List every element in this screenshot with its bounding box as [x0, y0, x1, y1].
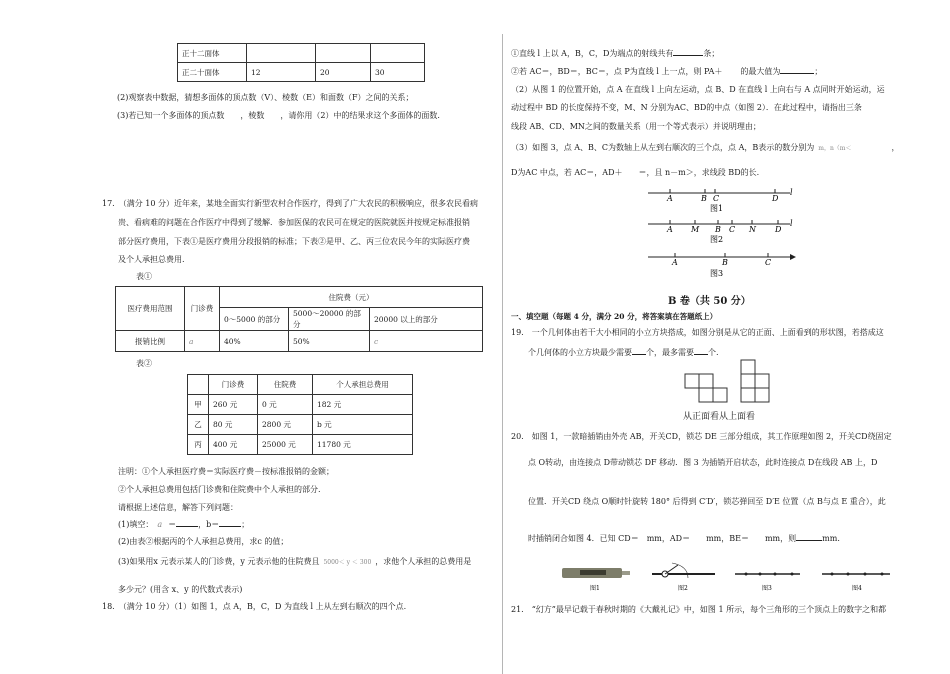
note-2: ②个人承担总费用包括门诊费和住院费中个人承担的部分. [118, 485, 321, 494]
subheader: 20000 以上的部分 [370, 308, 483, 331]
table-cell: 20 [316, 63, 371, 82]
q17-part1: (1)填空： a ＝ ，b＝ ； [118, 520, 250, 529]
table-cell: 30 [371, 63, 425, 82]
latch-figures [560, 560, 900, 594]
table-header: 个人承担总费用 [313, 375, 413, 395]
q17-part1-label: (1)填空： [118, 520, 154, 529]
q19-line2 [528, 346, 719, 358]
svg-text:B: B [715, 225, 721, 234]
svg-text:l: l [790, 219, 793, 228]
table-cell: 80 元 [209, 415, 258, 435]
svg-text:M: M [691, 225, 700, 234]
subheader: 0～5000 的部分 [220, 308, 289, 331]
q16-part3-a: (3)若已知一个多面体的顶点数 [117, 111, 225, 120]
svg-text:l: l [790, 188, 793, 197]
q18-r4: 动过程中 BD 的长度保持不变，M、N 分别为AC、BD的中点（如图 2）．在此过程中，请指出三条 [511, 103, 862, 112]
table1-caption: 表① [136, 272, 152, 281]
table-cell: 2800 元 [258, 415, 313, 435]
reimbursement-table [115, 286, 483, 352]
table-cell: 260 元 [209, 395, 258, 415]
q18-r1-b: 条； [703, 49, 720, 58]
table-cell [247, 44, 316, 63]
figure-1 [648, 188, 793, 213]
ratio-a: a [185, 331, 220, 352]
q18-r3: （2）从图 1 的位置开始，点 A 在直线 l 上向左运动，点 B、D 在直线 l 上向右与 A 点同时开始运动，运 [511, 85, 885, 94]
table2-caption: 表② [136, 359, 152, 368]
subheader: 5000～20000 的部分 [289, 308, 370, 331]
ratio-label: 报销比例 [116, 331, 185, 352]
part1-heading: 一、填空题（每题 4 分，满分 20 分，将答案填在答题纸上） [511, 312, 718, 321]
q17-line4: 及个人承担总费用. [118, 255, 185, 264]
answer-blank[interactable] [780, 65, 814, 74]
q18-r6-b: m，n（m＜ [818, 145, 852, 152]
answer-blank[interactable] [219, 518, 241, 527]
q16-part2: (2)观察表中数据，猜想多面体的顶点数（V）、棱数（E）和面数（F）之间的关系； [117, 93, 414, 102]
svg-text:C: C [713, 194, 720, 203]
svg-text:A: A [672, 258, 678, 267]
q17-var-b: ，b＝ [198, 520, 220, 529]
q18-r1 [511, 47, 719, 59]
table-header: 门诊费 [209, 375, 258, 395]
q18-r2: ②若 AC＝，BD＝，BC＝，点 P为直线 l 上一点，则 PA＋ 的最大值为 ； [511, 67, 823, 76]
svg-text:A: A [667, 225, 673, 234]
table-cell: b 元 [313, 415, 413, 435]
q17-part3 [118, 556, 471, 567]
table-cell: 正二十面体 [178, 63, 247, 82]
answer-blank[interactable] [673, 47, 703, 56]
q16-part3-b: ，棱数 [240, 111, 265, 120]
prompt: 请根据上述信息，解答下列问题： [118, 503, 238, 512]
header-hospital: 住院费（元） [220, 287, 483, 308]
q20-line4 [528, 532, 840, 544]
q18-r7: D为AC 中点，若 AC＝，AD＋ ＝，且 n－m＞，求线段 BD的长. [511, 168, 760, 177]
figure-3-label: 图3 [710, 269, 724, 278]
ratio-cell: 40% [220, 331, 289, 352]
table-cell: 400 元 [209, 435, 258, 455]
table-cell [188, 375, 209, 395]
answer-blank[interactable] [176, 518, 198, 527]
q17-line3: 部分医疗费用，下表①是医疗费用分段报销的标准；下表②是甲、乙、丙三位农民今年的实际医疗费 [118, 237, 470, 246]
q16-part3 [117, 110, 440, 121]
svg-text:C: C [765, 258, 772, 267]
svg-text:B: B [701, 194, 707, 203]
pic-label: 图1 [590, 585, 600, 592]
latch-figure-4 [822, 573, 890, 593]
pic-label: 图4 [852, 585, 862, 592]
header-clinic: 门诊费 [185, 287, 220, 331]
table-header: 住院费 [258, 375, 313, 395]
table-cell: 11780 元 [313, 435, 413, 455]
q17-part2: (2)由表②根据丙的个人承担总费用，求c 的值； [118, 537, 289, 546]
ratio-c: c [370, 331, 483, 352]
q18-r6 [511, 142, 900, 153]
svg-text:N: N [749, 225, 756, 234]
table-cell [371, 44, 425, 63]
q18-r6-c: ， [891, 143, 900, 152]
q19-line1: 19. 一个几何体由若干大小相同的小立方块搭成，如图分别是从它的正面、上面看到的形状图，若搭成这 [511, 328, 884, 337]
q18-r6-a: （3）如图 3，点 A、B、C为数轴上从左到右顺次的三个点，点 A，B表示的数分别为 [511, 143, 815, 152]
answer-blank[interactable] [694, 346, 708, 355]
q16-part3-c: ，请你用（2）中的结果求这个多面体的面数. [280, 111, 440, 120]
table-cell: 乙 [188, 415, 209, 435]
q20-line2: 点 O转动，由连接点 D带动锁芯 DF 移动．图 3 为插销开启状态，此时连接点 D在线段 AB 上，D [528, 458, 878, 467]
table-cell: 甲 [188, 395, 209, 415]
latch-figure-2 [652, 563, 715, 592]
q20-d: 时插销闭合如图 4．已知 CD＝ mm，AD＝ mm，BE＝ mm，则 [528, 534, 797, 543]
table-cell: 182 元 [313, 395, 413, 415]
q17-var-a: a [157, 520, 163, 529]
table-cell: 0 元 [258, 395, 313, 415]
q20-line1: 20. 如图 1，一款暗插销由外壳 AB，开关CD，锁芯 DE 三部分组成，其工作原理如图 2，开关CD绕固定 [511, 432, 892, 441]
q21-line1: 21. “幻方”最早记载于春秋时期的《大戴礼记》中，如图 1 所示，每个三角形的三个顶点上的数字之和都 [511, 605, 887, 614]
q19-d: 个. [708, 348, 719, 357]
svg-text:D: D [772, 194, 779, 203]
q17-part3-a: (3)如果用x 元表示某人的门诊费，y 元表示他的住院费且 [118, 557, 320, 566]
header-range: 医疗费用范围 [116, 287, 185, 331]
column-divider [502, 34, 503, 674]
figure-2 [648, 219, 793, 244]
svg-text:B: B [722, 258, 728, 267]
q20-e: mm. [822, 534, 840, 543]
answer-blank[interactable] [632, 346, 646, 355]
q17-condition: 5000＜ y ＜ 300 [323, 559, 372, 566]
q17-line1: 17. （满分 10 分）近年来，某地全面实行新型农村合作医疗，得到了广大农民的积极响应，很多农民看病 [102, 199, 478, 208]
table-cell: 12 [247, 63, 316, 82]
svg-text:A: A [667, 194, 673, 203]
latch-figure-1 [562, 568, 630, 592]
pic-label: 图2 [678, 585, 688, 592]
ratio-cell: 50% [289, 331, 370, 352]
q18-line1: 18. （满分 10 分）（1）如图 1，点 A，B，C，D 为直线 l 上从左到右顺次的四个点. [102, 602, 407, 611]
q18-r2-b: 的最大值为 [740, 67, 781, 76]
svg-text:C: C [729, 225, 736, 234]
views-caption: 从正面看从上面看 [683, 412, 756, 422]
q18-r1-a: ①直线 l 上以 A，B，C，D为端点的射线共有 [511, 49, 674, 58]
svg-text:D: D [775, 225, 782, 234]
q18-r5: 线段 AB、CD、MN之间的数量关系（用一个等式表示）并说明理由； [511, 122, 761, 131]
q18-r2-a: ②若 AC＝，BD＝，BC＝，点 P为直线 l 上一点，则 PA＋ [511, 67, 723, 76]
latch-figure-3 [735, 573, 800, 593]
pic-label: 图3 [762, 585, 772, 592]
table-cell: 丙 [188, 435, 209, 455]
note-1: 注明：①个人承担医疗费＝实际医疗费－按标准报销的金额； [118, 467, 334, 476]
table-cell: 正十二面体 [178, 44, 247, 63]
cost-table [187, 374, 413, 455]
line-figures [640, 183, 810, 283]
q17-part3-b: ，求他个人承担的总费用是 [375, 557, 472, 566]
polyhedron-table [177, 43, 425, 82]
table-cell: 25000 元 [258, 435, 313, 455]
answer-blank[interactable] [796, 532, 822, 541]
section-b-title: B 卷（共 50 分） [668, 296, 751, 307]
figure-2-label: 图2 [710, 235, 724, 244]
table-cell [316, 44, 371, 63]
q19-b: 个几何体的小立方块最少需要 [528, 348, 632, 357]
q17-part3-cont: 多少元？(用含 x、y 的代数式表示) [118, 585, 243, 594]
figure-3 [648, 253, 796, 278]
figure-1-label: 图1 [710, 204, 724, 213]
q20-line3: 位置．开关CD 绕点 O顺时针旋转 180° 后得到 C′D′，锁芯弹回至 D′E 位置（点 B与点 E 重合），此 [528, 497, 886, 506]
q17-line2: 贵、看病难的问题在合作医疗中得到了缓解．参加医保的农民可在规定的医院就医并按规定标准报销 [118, 218, 470, 227]
q19-c: 个，最多需要 [646, 348, 694, 357]
